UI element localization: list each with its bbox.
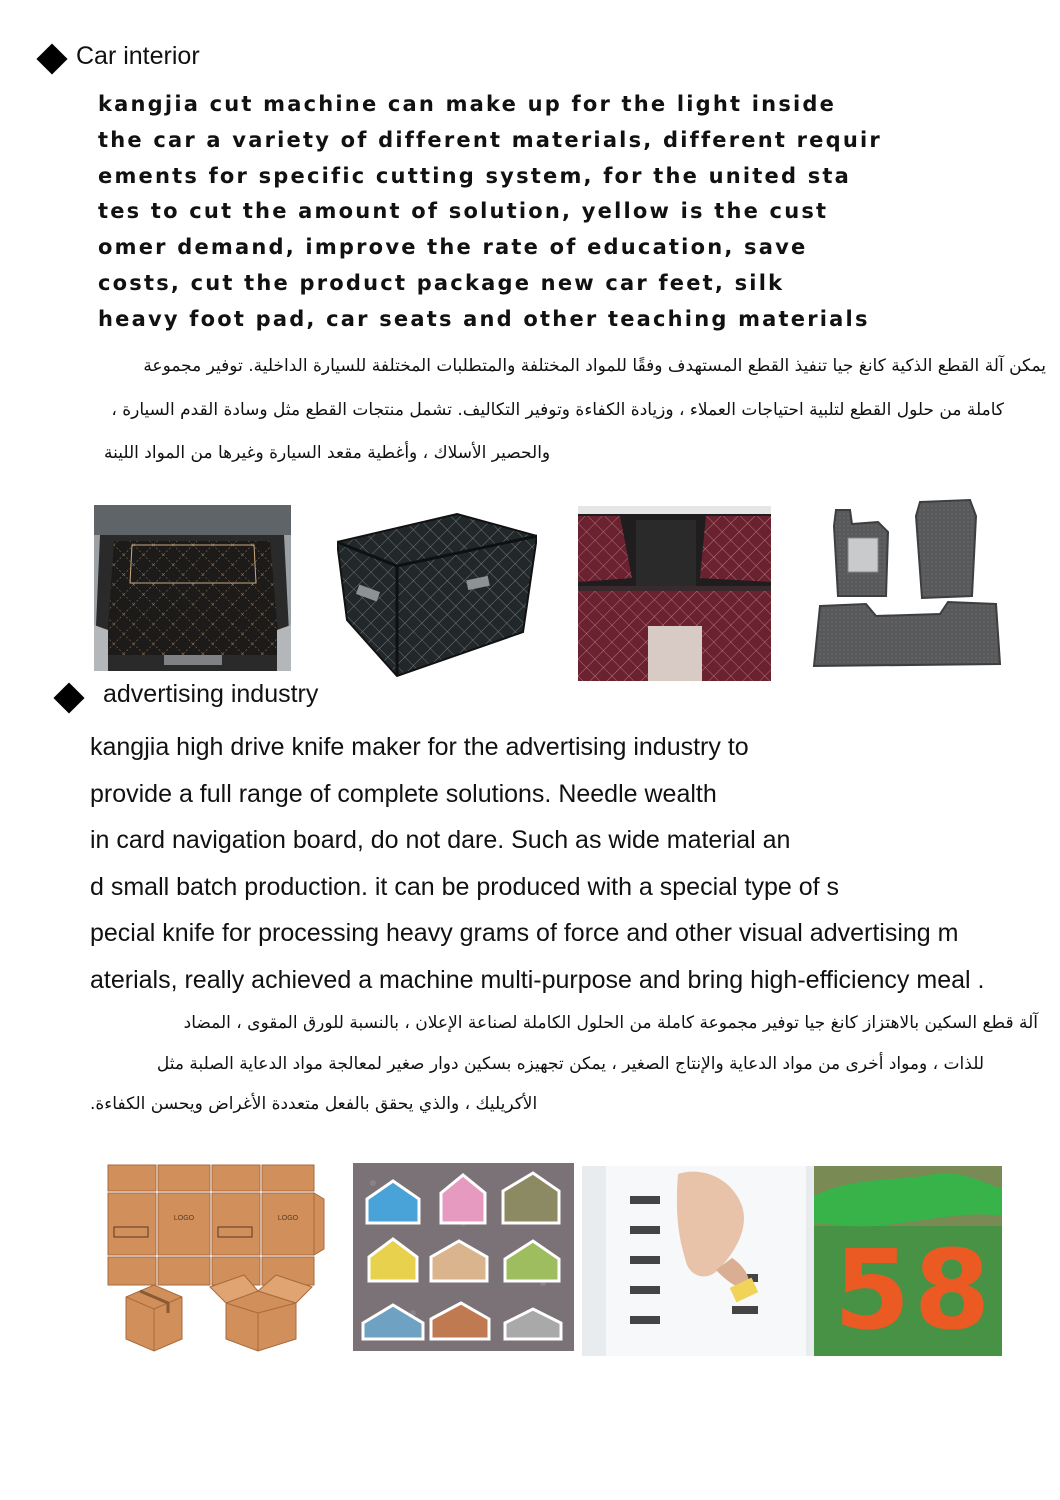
text-line: kangjia high drive knife maker for the advertising industry to [90,733,749,761]
box-logo-text: LOGO [277,1215,299,1222]
text-line: pecial knife for processing heavy grams of force and other visual advertising m [90,919,959,947]
text-line: omer demand, improve the rate of education, save [98,235,808,259]
carton-box-dieline-image [106,1163,326,1353]
bullet-diamond-icon [36,43,67,74]
acrylic-letters-58-image [814,1166,1002,1356]
text-line: the car a variety of different materials, different requir [98,128,882,152]
grey-coil-floor-mats-image [810,496,1004,676]
box-logo-text: LOGO [173,1215,195,1222]
text-line: provide a full range of complete solutions. Needle wealth [90,780,717,808]
heading-car-interior: Car interior [76,42,200,70]
text-line: costs, cut the product package new car feet, silk [98,271,785,295]
arabic-text-line: الأكريليك ، والذي يحقق بالفعل متعددة الأغراض ويحسن الكفاءة. [90,1094,538,1114]
text-line: in card navigation board, do not dare. Such as wide material an [90,826,791,854]
text-line: ements for specific cutting system, for the united sta [98,164,852,188]
bullet-diamond-icon [53,682,84,713]
text-line: aterials, really achieved a machine multi-purpose and bring high-efficiency meal . [90,966,985,994]
svg-text:8: 8 [913,1226,991,1354]
arabic-text-line: للذات ، ومواد أخرى من مواد الدعاية والإنتاج الصغير ، يمكن تجهيزه بسكين دوار صغير لمعالجة مواد الدعاية الصلبة مثل [156,1054,984,1074]
trunk-organizer-image [337,504,537,678]
arabic-text-line: كاملة من حلول القطع لتلبية احتياجات العملاء ، وزيادة الكفاءة وتوفير التكاليف. تشمل منتجات القطع مثل وسادة القدم السيارة ، [111,400,1004,420]
arabic-text-line: يمكن آلة القطع الذكية كانغ جيا تنفيذ القطع المستهدف وفقًا للمواد المختلفة والمتطلبات المختلفة للسيارة الداخلية. توفير مجموعة [143,356,1046,376]
text-line: tes to cut the amount of solution, yellow is the cust [98,199,829,223]
text-line: d small batch production. it can be produced with a special type of s [90,873,840,901]
burgundy-floor-mats-image [578,506,771,681]
house-stickers-image [353,1163,574,1351]
car-trunk-mat-image [94,505,291,671]
arabic-text-line: آلة قطع السكين بالاهتزاز كانغ جيا توفير مجموعة كاملة من الحلول الكاملة لصناعة الإعلان ، بالنسبة للورق المقوى ، المضاد [183,1013,1038,1033]
arabic-text-line: والحصير الأسلاك ، وأغطية مقعد السيارة وغيرها من المواد اللينة [104,443,551,463]
svg-text:5: 5 [833,1226,911,1354]
heading-advertising-industry: advertising industry [103,680,319,708]
text-line: kangjia cut machine can make up for the light inside [98,92,837,116]
text-line: heavy foot pad, car seats and other teaching materials [98,307,870,331]
barcode-labels-image [582,1166,814,1356]
